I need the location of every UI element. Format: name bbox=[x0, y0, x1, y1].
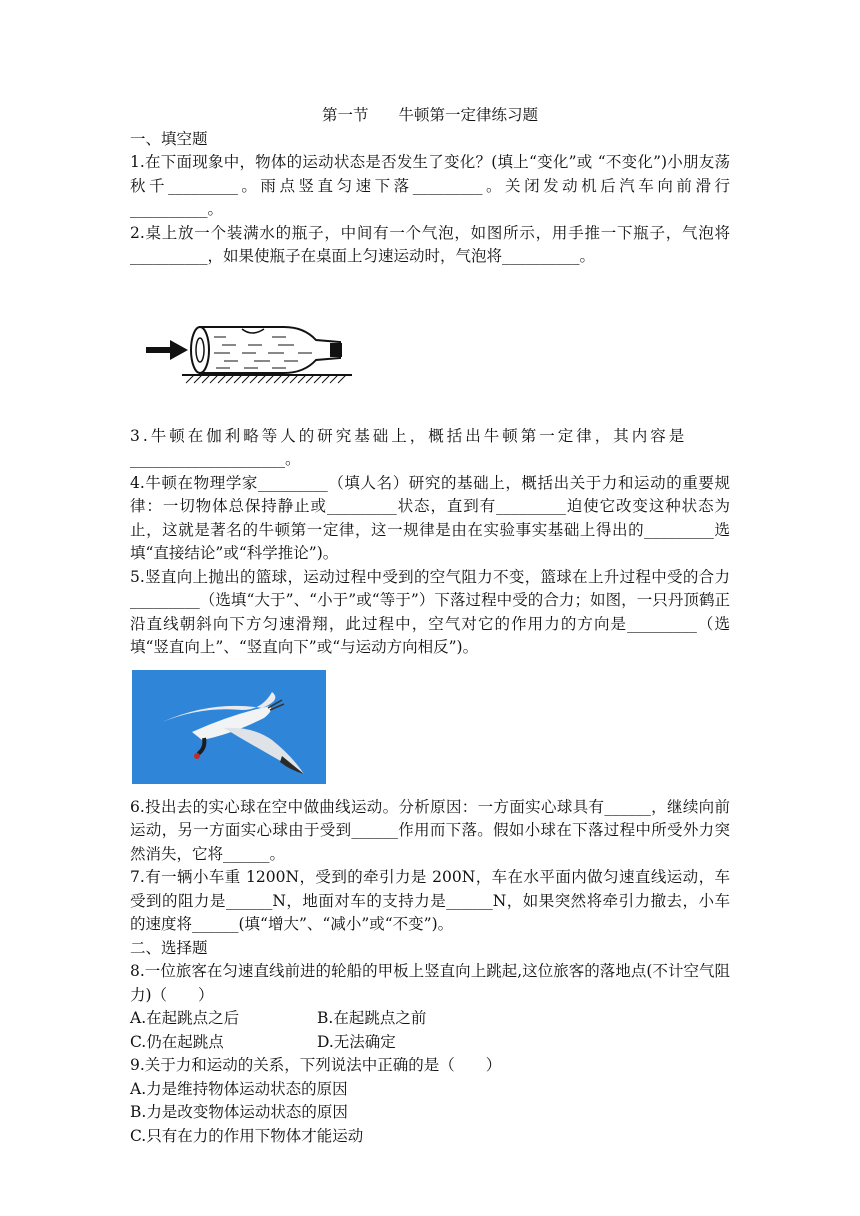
table-hatching bbox=[186, 375, 346, 383]
question-9: 9.关于力和运动的关系，下列说法中正确的是（ ） bbox=[130, 1056, 502, 1074]
question-7: 7.有一辆小车重 1200N，受到的牵引力是 200N，车在水平面内做匀速直线运动，车受到的阻力是______N，地面对车的支持力是______N，如果突然将牵引力撤去，小车的速度将______(填“增大”、“减小”或“不变”)。 bbox=[130, 868, 730, 933]
bottle-figure bbox=[144, 307, 730, 397]
question-4: 4.牛顿在物理学家_________（填人名）研究的基础上，概括出关于力和运动的重要规律：一切物体总保持静止或_________状态，直到有_________迫使它改变这种状态为止，这就是著名的牛顿第一定律，这一规律是由在实验事实基础上得出的_________选填“直接结论”或“科学推论”)。 bbox=[130, 473, 730, 562]
push-arrow-head bbox=[170, 340, 188, 360]
push-arrow-shaft bbox=[146, 347, 172, 353]
bottle-base bbox=[191, 327, 209, 373]
question-9-option-c: C.只有在力的作用下物体才能运动 bbox=[130, 1126, 364, 1145]
question-3-line2: ____________________。 bbox=[130, 450, 301, 468]
question-8-options-row1 bbox=[130, 1007, 730, 1031]
question-8-options-row2 bbox=[130, 1031, 730, 1055]
question-8: 8.一位旅客在匀速直线前进的轮船的甲板上竖直向上跳起,这位旅客的落地点(不计空气阻力)（ ） bbox=[130, 962, 730, 1004]
question-6: 6.投出去的实心球在空中做曲线运动。分析原因：一方面实心球具有______，继续向前运动，另一方面实心球由于受到______作用而下落。假如小球在下落过程中所受外力突然消失，它将______。 bbox=[130, 797, 730, 863]
section-heading-choice: 二、选择题 bbox=[130, 938, 208, 957]
title-text: 牛顿第一定律练习题 bbox=[398, 106, 539, 124]
question-1: 1.在下面现象中，物体的运动状态是否发生了变化？(填上“变化”或 “不变化”)小朋友荡秋千_________。雨点竖直匀速下落_________。关闭发动机后汽车向前滑行__________。 bbox=[130, 153, 730, 218]
bottle-cap bbox=[330, 343, 342, 357]
question-9-option-a: A.力是维持物体运动状态的原因 bbox=[130, 1079, 348, 1098]
question-3-line1: 3.牛顿在伽利略等人的研究基础上，概括出牛顿第一定律，其内容是 bbox=[130, 426, 688, 445]
question-2: 2.桌上放一个装满水的瓶子，中间有一个气泡，如图所示，用手推一下瓶子，气泡将__________，如果使瓶子在桌面上匀速运动时，气泡将__________。 bbox=[130, 223, 730, 265]
document-body bbox=[130, 104, 730, 1148]
title-section-number: 第一节 bbox=[321, 106, 369, 124]
crane-gliding-photo bbox=[132, 670, 326, 784]
section-heading-fill-in: 一、填空题 bbox=[130, 129, 208, 148]
page-title bbox=[130, 104, 730, 128]
crane-figure bbox=[132, 670, 326, 784]
question-8-option-b: B.在起跳点之前 bbox=[317, 1009, 427, 1027]
question-8-option-a: A.在起跳点之后 bbox=[130, 1009, 240, 1027]
bottle-pushed-diagram bbox=[144, 307, 354, 397]
bottle-outline bbox=[200, 327, 340, 373]
question-8-option-d: D.无法确定 bbox=[317, 1032, 396, 1051]
crane-head bbox=[194, 753, 200, 759]
question-5: 5.竖直向上抛出的篮球，运动过程中受到的空气阻力不变，篮球在上升过程中受的合力_________（选填“大于”、“小于”或“等于”）下落过程中受的合力；如图，一只丹顶鹤正沿直线朝斜向下方匀速滑翔，此过程中，空气对它的作用力的方向是_________（选填“竖直向上”、“竖直向下”或“与运动方向相反”)。 bbox=[130, 567, 730, 656]
question-9-option-b: B.力是改变物体运动状态的原因 bbox=[130, 1103, 348, 1121]
question-8-option-c: C.仍在起跳点 bbox=[130, 1032, 224, 1051]
